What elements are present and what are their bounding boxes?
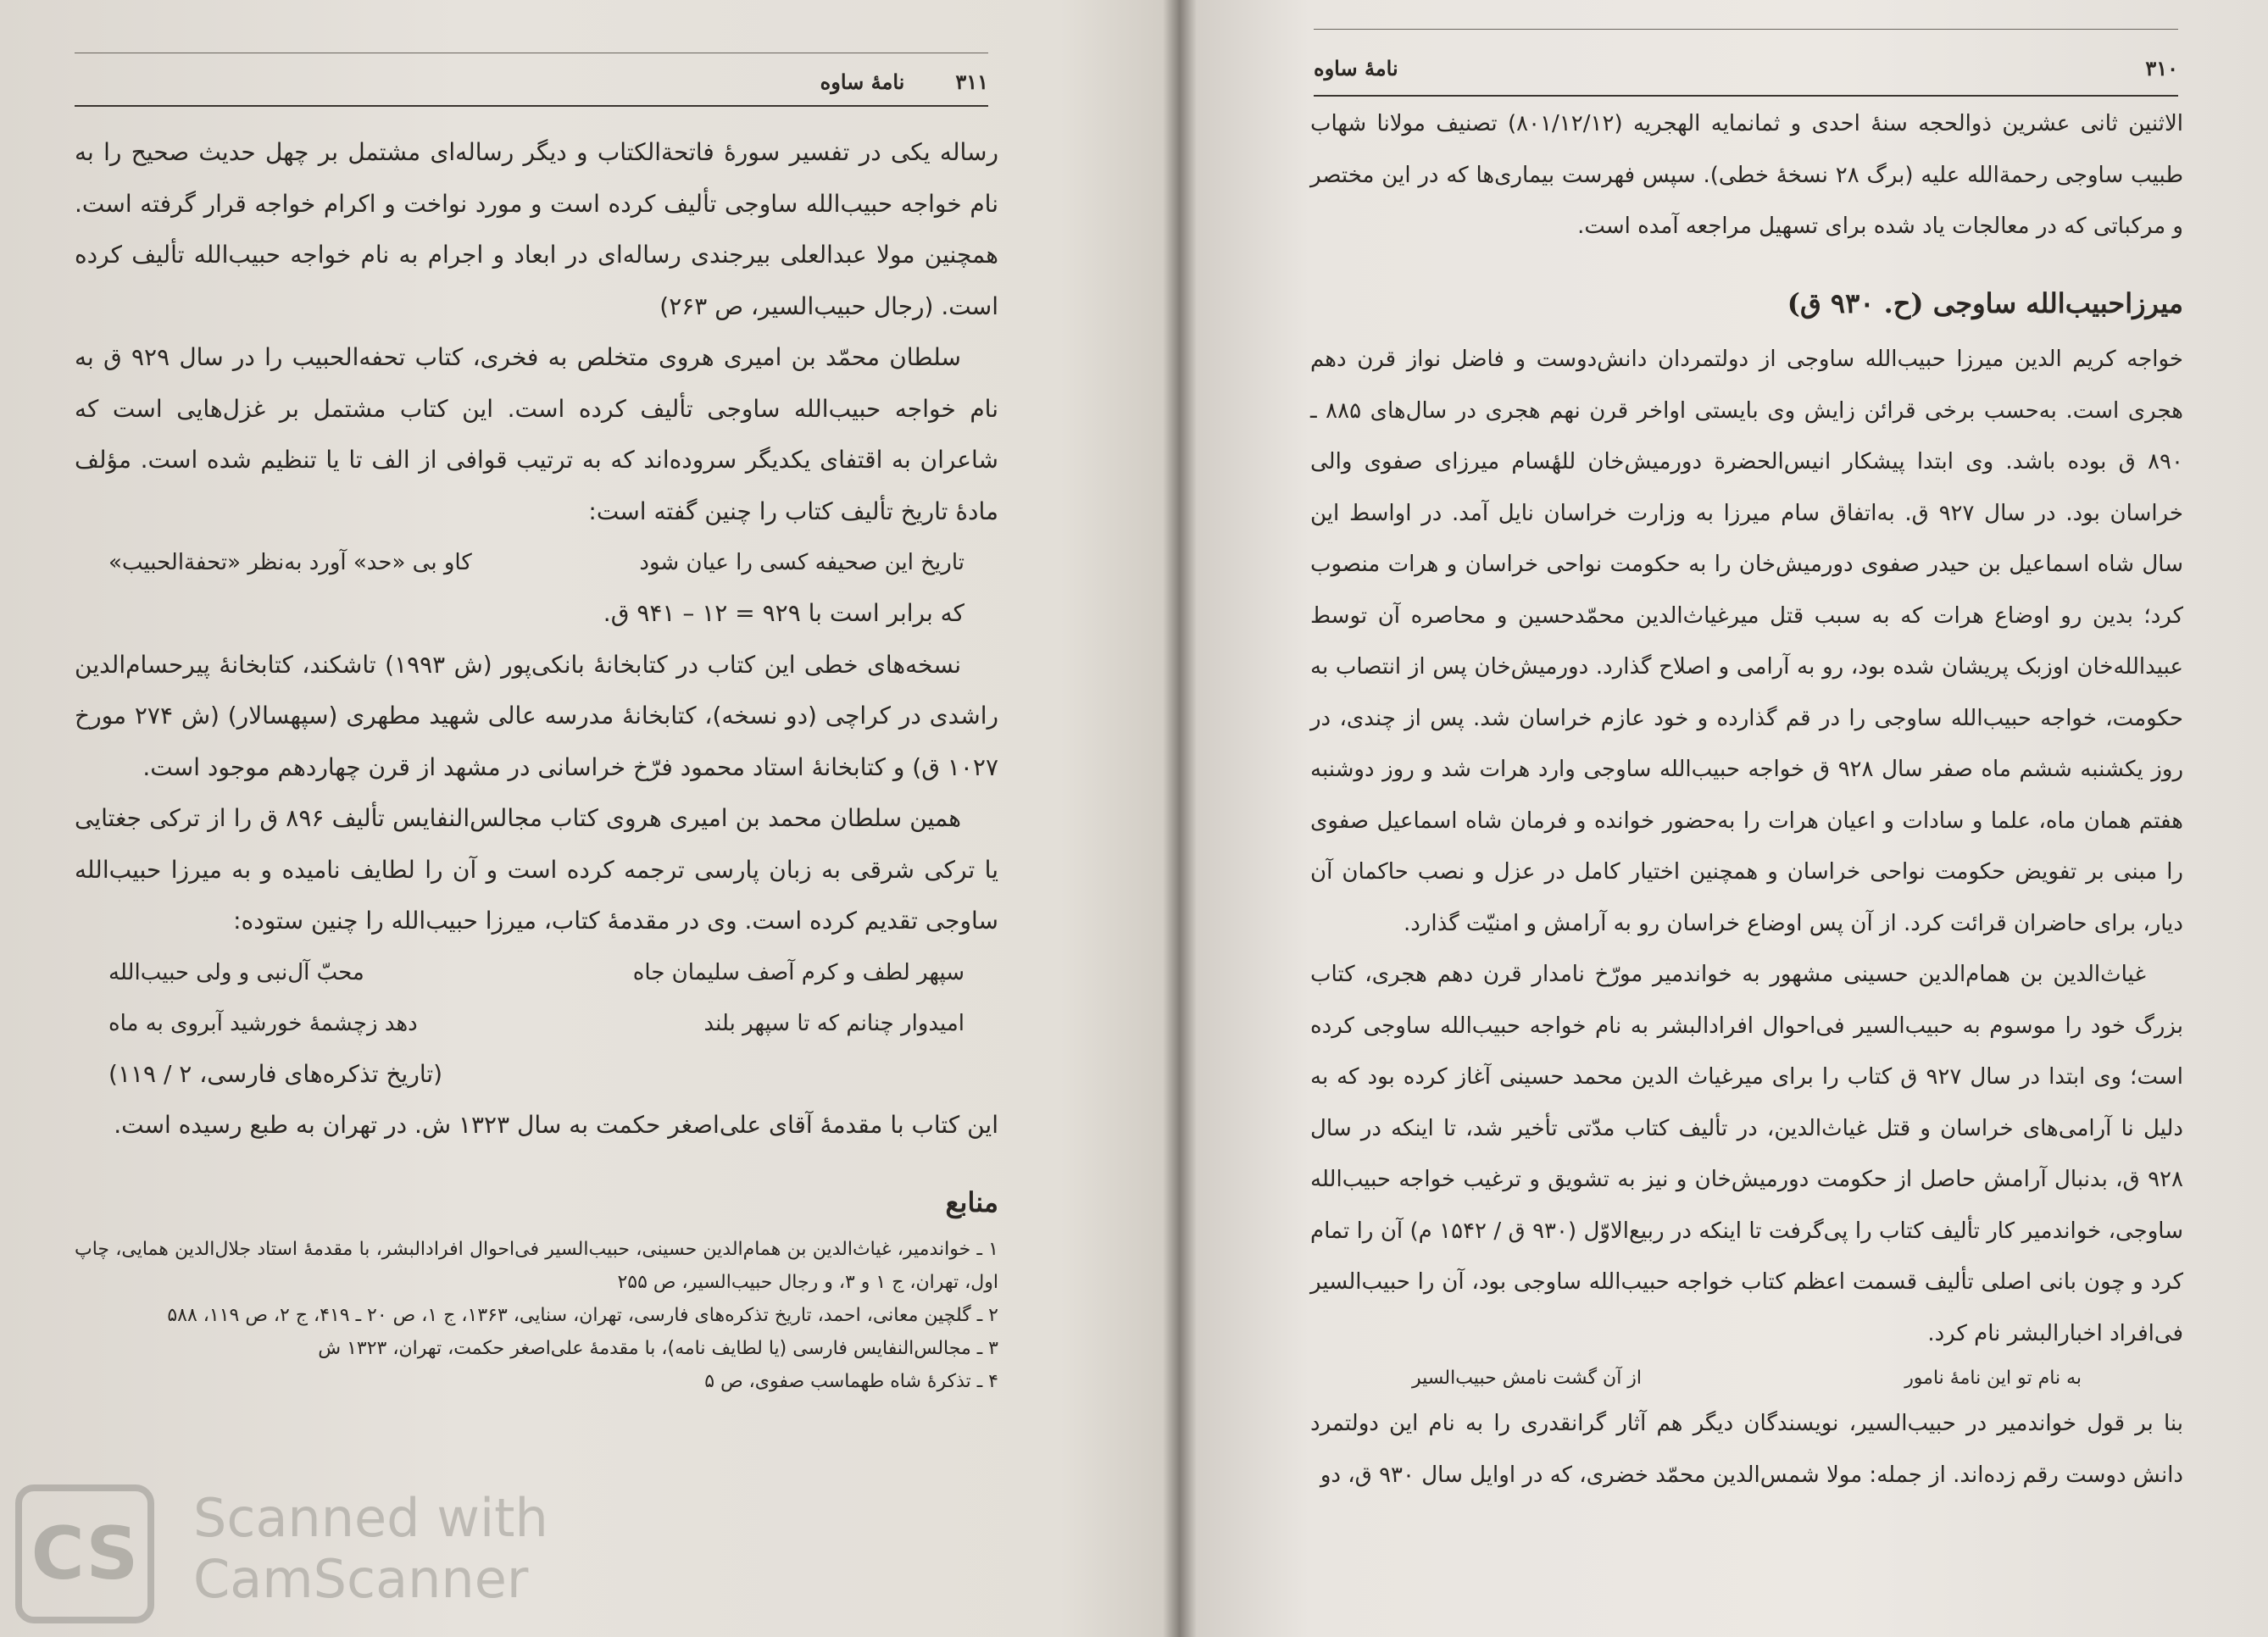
verse-hemistich: تاریخ این صحیفه کسی را عیان شود xyxy=(639,550,964,575)
verse-hemistich: محبّ آل‌نبی و ولی حبیب‌الله xyxy=(108,959,364,985)
left-page-header xyxy=(75,69,988,99)
references-list xyxy=(75,1233,998,1398)
reference-item: ۴ ـ تذکرهٔ شاه طهماسب صفوی، ص ۵ xyxy=(704,1371,998,1392)
references-title: منابع xyxy=(945,1185,998,1218)
book-gutter xyxy=(1163,0,1197,1637)
camscanner-watermark xyxy=(15,1476,625,1629)
right-page xyxy=(1178,0,2268,1637)
right-running-title: نامهٔ ساوه xyxy=(1314,56,1398,80)
paragraph: خواجه کریم الدین میرزا حبیب‌الله ساوجی از دولتمردان دانش‌دوست و فاضل نواز قرن دهم هجری است. به‌حسب برخی قرائن زایش وی بایستی اواخر قرن نهم هجری در سال‌های ۸۸۵ ـ ۸۹۰ ق بوده باشد. وی ابتدا پیشکار انیس‌الحضرة دورمیش‌خان للهٔسام میرزای صفوی والی خراسان بود. در سال ۹۲۷ ق. به‌اتفاق سام میرزا به وزارت خراسان نایل آمد. در اواسط این سال شاه اسماعیل بن حیدر صفوی دورمیش‌خان را به حکومت نواحی خراسان و هرات منصوب کرد؛ بدین رو اوضاع هرات که به سبب قتل میرغیاث‌الدین محمّدحسین و محاصره آن توسط عبیدالله‌خان اوزبک پریشان شده بود، رو به آرامی و اصلاح گذارد. دورمیش‌خان پس از انتصاب به حکومت، خواجه حبیب‌الله ساوجی را در قم گذارده و خود عازم خراسان شد. پس از چندی، در روز یکشنبه ششم ماه صفر سال ۹۲۸ ق خواجه حبیب‌الله ساوجی وارد هرات شد و روز دوشنبه هفتم همان ماه، علما و سادات و اعیان هرات را به‌حضور خوانده و فرمان شاه اسماعیل صفوی را مبنی بر تفویض حکومت نواحی خراسان و همچنین اختیار کامل در عزل و نصب حاکمان آن دیار، برای حاضران قرائت کرد. از آن پس اوضاع خراسان رو به آرامش و امنیّت گذارد. xyxy=(1310,347,2184,936)
paragraph: بنا بر قول خواندمیر در حبیب‌السیر، نویسندگان دیگر هم آثار گرانقدری را به نام این دولتمرد دانش دوست رقم زده‌اند. از جمله: مولا شمس‌الدین محمّد خضری، که در اوایل سال ۹۳۰ ق، دو xyxy=(1310,1411,2183,1488)
right-page-body xyxy=(1310,98,2183,1501)
verse-hemistich: دهد زچشمهٔ خورشید آبروی به ماه xyxy=(108,1010,418,1036)
reference-item: ۱ ـ خواندمیر، غیاث‌الدین بن همام‌الدین حسینی، حبیب‌السیر فی‌احوال افرادالبشر، با مقدمهٔ استاد جلال‌الدین همایی، چاپ اول، تهران، ج ۱ و ۳، و رجال حبیب‌السیر، ص ۲۵۵ xyxy=(75,1239,998,1293)
verse-hemistich: سپهر لطف و کرم آصف سلیمان جاه xyxy=(632,959,964,985)
paragraph: همین سلطان محمد بن امیری هروی کتاب مجالس‌النفایس تألیف ۸۹۶ ق را از ترکی جغتایی یا ترکی شرقی به زبان پارسی ترجمه کرده است و آن را لطایف نامیده و به میرزا حبیب‌الله ساوجی تقدیم کرده است. وی در مقدمهٔ کتاب، میرزا حبیب‌الله را چنین ستوده: xyxy=(75,804,998,935)
right-page-header xyxy=(1314,56,2178,86)
paragraph: سلطان محمّد بن امیری هروی متخلص به فخری، کتاب تحفه‌الحبیب را در سال ۹۲۹ ق به نام خواجه حبیب‌الله ساوجی تألیف کرده است. این کتاب مشتمل بر غزل‌هایی است که شاعران به اقتفای یکدیگر سروده‌اند که به ترتیب قوافی از الف تا یا تنظیم شده است. مؤلف مادهٔ تاریخ تألیف کتاب را چنین گفته است: xyxy=(75,343,998,525)
right-page-number: ۳۱۰ xyxy=(2145,56,2178,80)
watermark-line: CamScanner xyxy=(193,1548,529,1610)
verse-row xyxy=(108,998,964,1049)
header-rule xyxy=(1314,95,2178,97)
verse-block xyxy=(75,537,998,640)
left-running-title: نامهٔ ساوه xyxy=(820,69,905,94)
left-page-number: ۳۱۱ xyxy=(955,69,988,94)
verse-hemistich: از آن گشت نامش حبیب‌السیر xyxy=(1412,1368,1643,1389)
verse-hemistich: به نام تو این نامهٔ نامور xyxy=(1904,1368,2082,1389)
paragraph: رساله یکی در تفسیر سورهٔ فاتحةالکتاب و دیگر رساله‌ای مشتمل بر چهل حدیث صحیح را به نام خواجه حبیب‌الله ساوجی تألیف کرده است و مورد نواخت و اکرام خواجه قرار گرفته است. همچنین مولا عبدالعلی بیرجندی رساله‌ای در ابعاد و اجرام به نام خواجه حبیب‌الله تألیف کرده است. (رجال حبیب‌السیر، ص ۲۶۳) xyxy=(75,138,998,320)
verse-row xyxy=(108,537,964,588)
verse-row xyxy=(1412,1359,2082,1398)
verse-hemistich: امیدوار چنانم که تا سپهر بلند xyxy=(703,1010,964,1036)
verse-block xyxy=(1310,1359,2183,1398)
watermark-text xyxy=(193,1488,548,1610)
header-rule xyxy=(75,105,988,107)
paragraph: الاثنین ثانی عشرین ذوالحجه سنهٔ احدی و ثمانمایه الهجریه (۸۰۱/۱۲/۱۲) تصنیف مولانا شهاب طبیب ساوجی رحمةالله علیه (برگ ۲۸ نسخهٔ خطی). سپس فهرست بیماری‌ها که در این مختصر و مرکباتی که در معالجات یاد شده برای تسهیل مراجعه آمده است. xyxy=(1310,111,2184,239)
verse-note: که برابر است با ۹۲۹ = ۱۲ – ۹۴۱ ق. xyxy=(603,599,964,627)
camscanner-logo-icon: CS xyxy=(15,1484,154,1623)
verse-row xyxy=(108,947,964,998)
verse-hemistich: کاو بی «حد» آورد به‌نظر «تحفةالحبیب» xyxy=(108,550,472,575)
paragraph: غیاث‌الدین بن همام‌الدین حسینی مشهور به خواندمیر مورّخ نامدار قرن دهم هجری، کتاب بزرگ خود را موسوم به حبیب‌السیر فی‌احوال افرادالبشر به نام خواجه حبیب‌الله ساوجی کرده است؛ وی ابتدا در سال ۹۲۷ ق کتاب را برای میرغیاث الدین محمد حسینی آغاز کرده بود که به دلیل نا آرامی‌های خراسان و قتل غیاث‌الدین، در تألیف کتاب مدّتی تأخیر شد، تا اینکه در سال ۹۲۸ ق، بدنبال آرامش حاصل از حکومت دورمیش‌خان و نیز به تشویق و ترغیب خواجه حبیب‌الله ساوجی، خواندمیر کار تألیف کتاب را پی‌گرفت تا اینکه در ربیع‌الاوّل (۹۳۰ ق / ۱۵۴۲ م) آن را تمام کرد و چون بانی اصلی تألیف قسمت اعظم کتاب خواجه حبیب‌الله ساوجی بود، آن را حبیب‌السیر فی‌افراد اخبارالبشر نام کرد. xyxy=(1310,962,2183,1346)
section-title: میرزاحبیب‌الله ساوجی (ح. ۹۳۰ ق) xyxy=(1787,286,2183,319)
reference-item: ۳ ـ مجالس‌النفایس فارسی (یا لطایف نامه)، با مقدمهٔ علی‌اصغر حکمت، تهران، ۱۳۲۳ ش xyxy=(318,1338,998,1359)
paragraph: نسخه‌های خطی این کتاب در کتابخانهٔ بانکی‌پور (ش ۱۹۹۳) تاشکند، کتابخانهٔ پیرحسام‌الدین راشدی در کراچی (دو نسخه)، کتابخانهٔ مدرسه عالی شهید مطهری (سپهسالار) (ش ۲۷۴ مورخ ۱۰۲۷ ق) و کتابخانهٔ استاد محمود فرّخ خراسانی در مشهد از قرن چهاردهم موجود است. xyxy=(75,650,999,781)
left-page-body xyxy=(75,127,998,1398)
header-rule-top xyxy=(1314,29,2178,30)
verse-source: (تاریخ تذکره‌های فارسی، ۲ / ۱۱۹) xyxy=(108,1059,443,1088)
watermark-line: Scanned with xyxy=(193,1487,548,1549)
verse-block xyxy=(75,947,998,1101)
reference-item: ۲ ـ گلچین معانی، احمد، تاریخ تذکره‌های فارسی، تهران، سنایی، ۱۳۶۳، ج ۱، ص ۲۰ ـ ۴۱۹، ج ۲، ص ۱۱۹، ۵۸۸ xyxy=(167,1305,998,1326)
paragraph: این کتاب با مقدمهٔ آقای علی‌اصغر حکمت به سال ۱۳۲۳ ش. در تهران به طبع رسیده است. xyxy=(114,1111,998,1139)
